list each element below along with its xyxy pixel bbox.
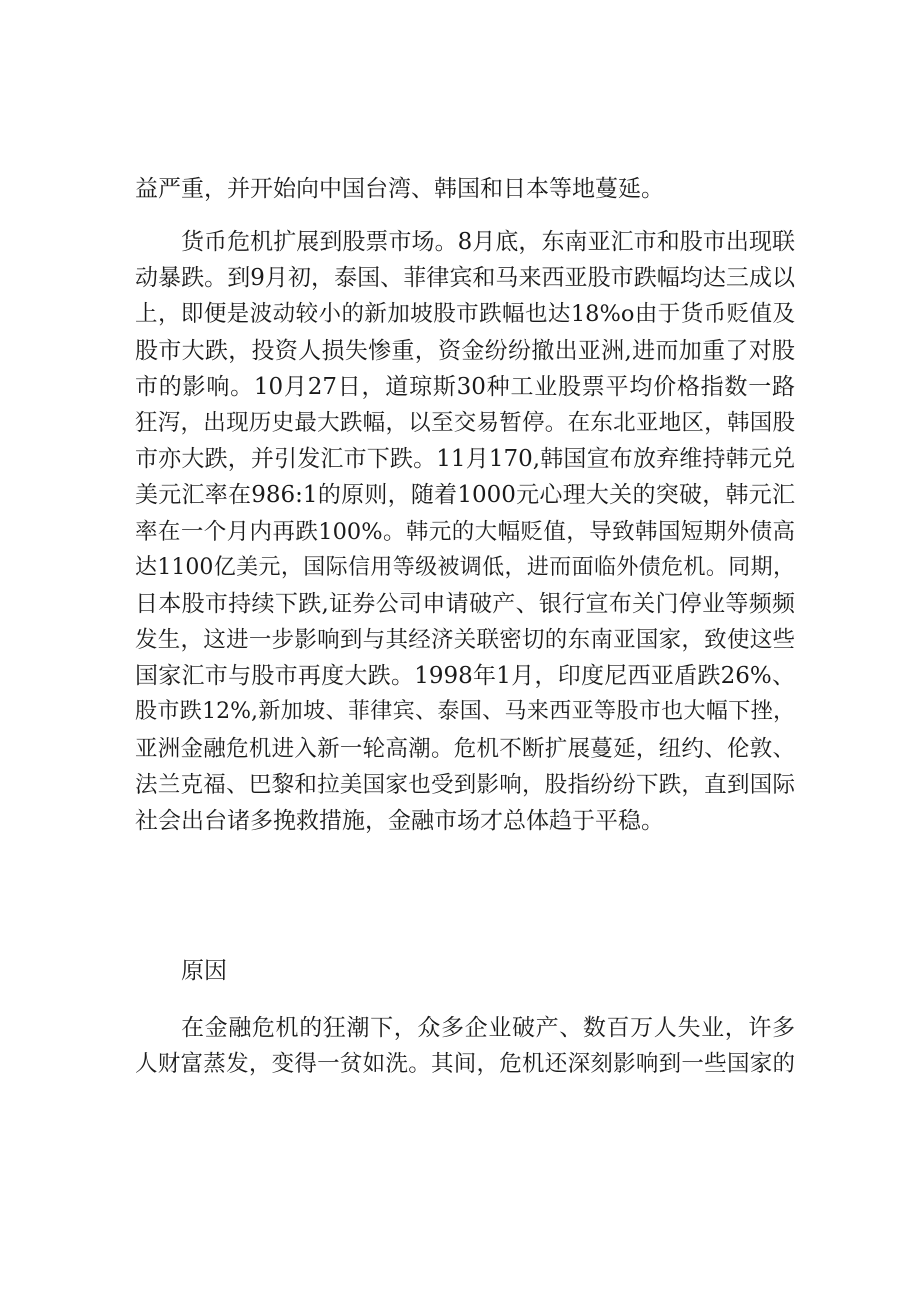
text-line: 股市大跌，投资人损失惨重，资金纷纷撤出亚洲,进而加重了对股 <box>135 337 795 364</box>
text-line: 市的影响。10月27日，道琼斯30种工业股票平均价格指数一路 <box>135 373 795 400</box>
text-line: 达1100亿美元，国际信用等级被调低，进而面临外债危机。同期， <box>135 554 795 580</box>
text-line: 发生，这进一步影响到与其经济关联密切的东南亚国家，致使这些 <box>135 627 795 654</box>
text-line: 人财富蒸发，变得一贫如洗。其间，危机还深刻影响到一些国家的 <box>135 1051 795 1078</box>
text-line: 市亦大跌，并引发汇市下跌。11月170,韩国宣布放弃维持韩元兑 <box>135 446 795 473</box>
paragraph-currency-crisis <box>135 224 795 839</box>
text-line: 美元汇率在986:1的原则，随着1000元心理大关的突破，韩元汇 <box>135 482 795 509</box>
text-line: 动暴跌。到9月初，泰国、菲律宾和马来西亚股市跌幅均达三成以 <box>135 265 795 292</box>
text-line: 国家汇市与股市再度大跌。1998年1月，印度尼西亚盾跌26%、 <box>135 663 795 690</box>
text-line: 率在一个月内再跌100%。韩元的大幅贬值，导致韩国短期外债高 <box>135 518 795 545</box>
text-line: 在金融危机的狂潮下，众多企业破产、数百万人失业，许多 <box>181 1015 795 1041</box>
text-line: 狂泻，出现历史最大跌幅，以至交易暂停。在东北亚地区，韩国股 <box>135 409 795 436</box>
text-line: 日本股市持续下跌,证券公司申请破产、银行宣布关门停业等频频 <box>135 590 795 617</box>
text-line: 上，即便是波动较小的新加坡股市跌幅也达18%o由于货币贬值及 <box>135 301 795 328</box>
section-heading-cause: 原因 <box>181 958 227 984</box>
text-line: 益严重，并开始向中国台湾、韩国和日本等地蔓延。 <box>135 176 664 202</box>
text-line: 社会出台诸多挽救措施，金融市场才总体趋于平稳。 <box>135 808 664 834</box>
paragraph-top <box>135 171 795 207</box>
text-line: 亚洲金融危机进入新一轮高潮。危机不断扩展蔓延，纽约、伦敦、 <box>135 735 795 762</box>
paragraph-cause <box>135 1010 795 1082</box>
text-line: 法兰克福、巴黎和拉美国家也受到影响，股指纷纷下跌，直到国际 <box>135 771 795 798</box>
text-line: 股市跌12%,新加坡、菲律宾、泰国、马来西亚等股市也大幅下挫， <box>135 699 795 725</box>
text-line: 货币危机扩展到股票市场。8月底，东南亚汇市和股市出现联 <box>181 229 795 255</box>
